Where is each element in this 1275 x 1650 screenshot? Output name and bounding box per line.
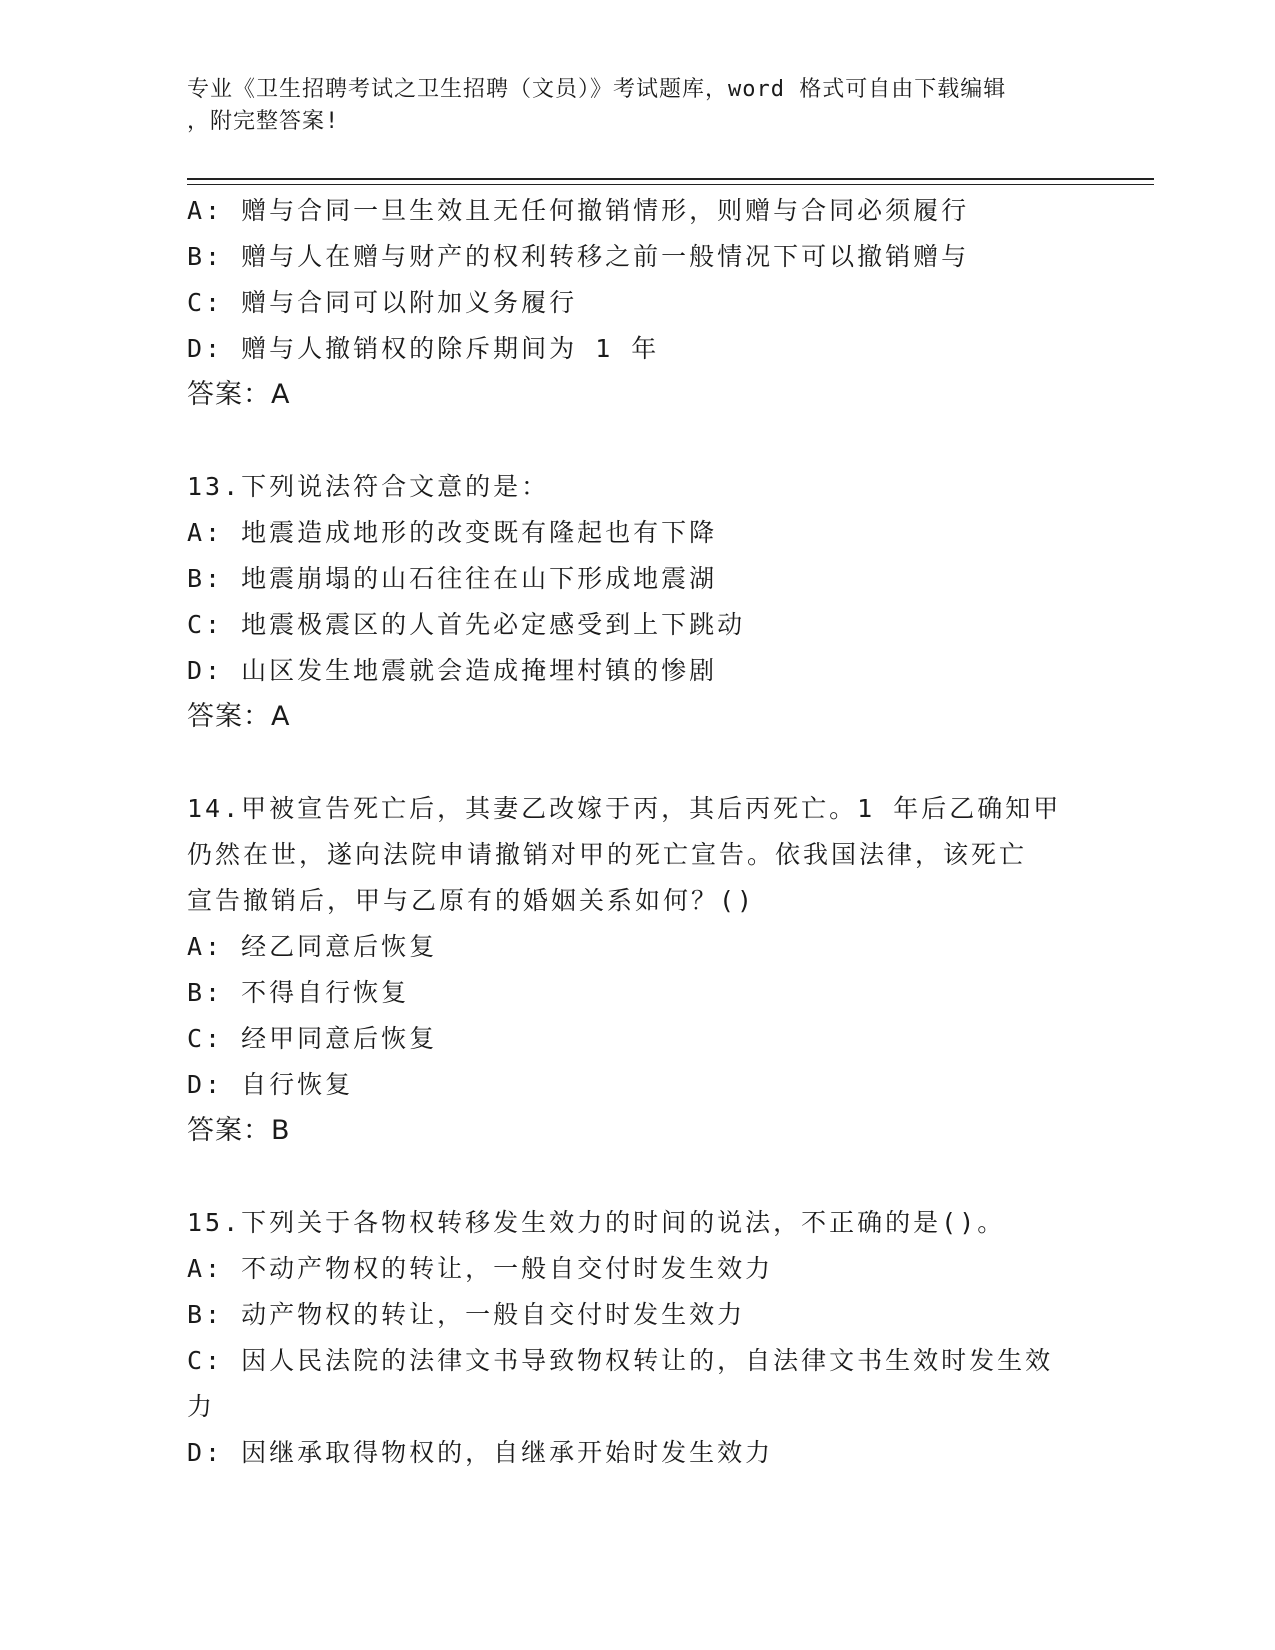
header-line-1: 专业《卫生招聘考试之卫生招聘（文员）》考试题库，word 格式可自由下载编辑 xyxy=(187,77,1007,102)
option-c: C: 经甲同意后恢复 xyxy=(187,1024,438,1053)
question-stem-line-2: 仍然在世，遂向法院申请撤销对甲的死亡宣告。依我国法律，该死亡 xyxy=(187,840,1028,869)
header-line-2: ，附完整答案! xyxy=(187,109,340,134)
header-divider-thin xyxy=(187,184,1154,185)
question-list xyxy=(187,188,1087,1476)
document-header xyxy=(187,74,1067,138)
option-d: D: 山区发生地震就会造成掩埋村镇的惨剧 xyxy=(187,656,718,685)
spacer xyxy=(187,740,1087,786)
option-a: A: 赠与合同一旦生效且无任何撤销情形，则赠与合同必须履行 xyxy=(187,196,970,225)
option-b: B: 赠与人在赠与财产的权利转移之前一般情况下可以撤销赠与 xyxy=(187,242,970,271)
option-b: B: 动产物权的转让，一般自交付时发生效力 xyxy=(187,1300,746,1329)
option-c: C: 地震极震区的人首先必定感受到上下跳动 xyxy=(187,610,746,639)
option-a: A: 不动产物权的转让，一般自交付时发生效力 xyxy=(187,1254,774,1283)
option-c: C: 赠与合同可以附加义务履行 xyxy=(187,288,578,317)
spacer xyxy=(187,1154,1087,1200)
option-c: C: 因人民法院的法律文书导致物权转让的，自法律文书生效时发生效 xyxy=(187,1346,1054,1375)
question-stem-line-1: 14.甲被宣告死亡后，其妻乙改嫁于丙，其后丙死亡。1 年后乙确知甲 xyxy=(187,794,1062,823)
question-12 xyxy=(187,188,1087,418)
header-divider-thick xyxy=(187,178,1154,180)
answer: 答案：A xyxy=(187,701,291,732)
option-d: D: 自行恢复 xyxy=(187,1070,354,1099)
spacer xyxy=(187,418,1087,464)
question-14 xyxy=(187,786,1087,1154)
option-a: A: 地震造成地形的改变既有隆起也有下降 xyxy=(187,518,718,547)
option-b: B: 地震崩塌的山石往往在山下形成地震湖 xyxy=(187,564,718,593)
option-d: D: 因继承取得物权的，自继承开始时发生效力 xyxy=(187,1438,774,1467)
question-stem: 15.下列关于各物权转移发生效力的时间的说法，不正确的是()。 xyxy=(187,1208,1006,1237)
question-15 xyxy=(187,1200,1087,1476)
answer: 答案：A xyxy=(187,379,291,410)
question-13 xyxy=(187,464,1087,740)
answer: 答案：B xyxy=(187,1115,291,1146)
option-d: D: 赠与人撤销权的除斥期间为 1 年 xyxy=(187,334,660,363)
option-b: B: 不得自行恢复 xyxy=(187,978,410,1007)
question-stem: 13.下列说法符合文意的是： xyxy=(187,472,550,501)
question-stem-line-3: 宣告撤销后，甲与乙原有的婚姻关系如何？() xyxy=(187,886,756,915)
option-c-continuation: 力 xyxy=(187,1392,216,1421)
option-a: A: 经乙同意后恢复 xyxy=(187,932,438,961)
